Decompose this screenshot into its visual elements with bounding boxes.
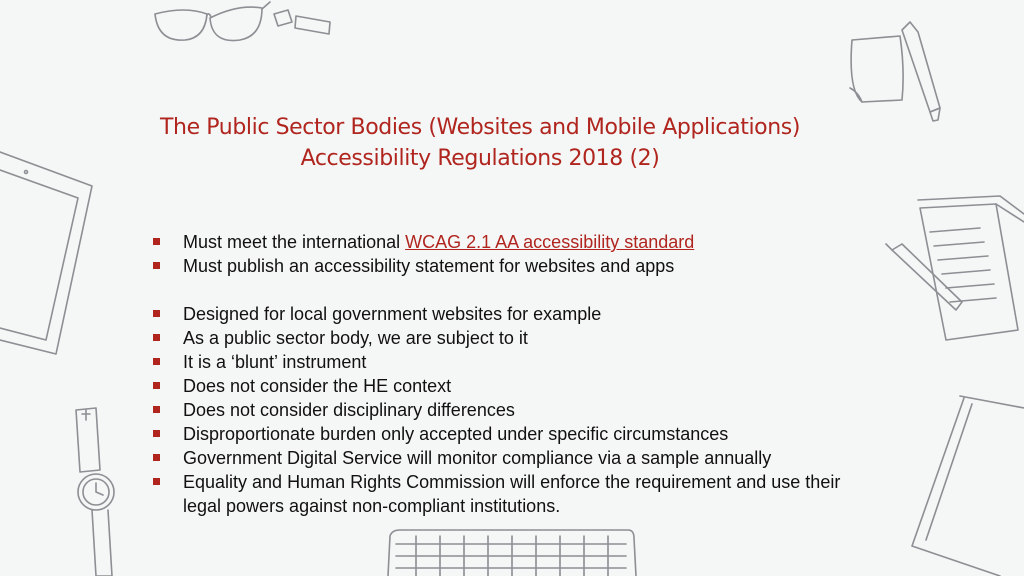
keyboard-icon [388,530,636,576]
slide-title [100,112,860,174]
wristwatch-icon [76,408,114,576]
bullet-marker [153,454,160,461]
pen-icon [886,244,962,310]
bullet-text: Must publish an accessibility statement for websites and apps [183,256,675,276]
sticky-note-icon [850,36,903,102]
bullet-marker [153,262,160,269]
bullet-marker [153,478,160,485]
bullet-marker [153,238,160,245]
bullet-item [150,398,850,422]
slide-title-line-1: The Public Sector Bodies (Websites and Mobile Applications) [160,115,800,140]
notebook-icon [918,196,1024,340]
bullet-text: Does not consider the HE context [183,376,452,396]
bullet-text: Must meet the international [183,232,406,252]
bullet-item [150,422,850,446]
bullet-marker [153,358,160,365]
tablet-icon [0,152,92,354]
bullet-marker [153,334,160,341]
bullet-text: It is a ‘blunt’ instrument [183,352,367,372]
bullet-item [150,326,850,350]
bullet-item [150,470,850,518]
bullet-item [150,350,850,374]
bullet-text: Government Digital Service will monitor compliance via a sample annually [183,448,772,468]
wcag-link[interactable]: WCAG 2.1 AA accessibility standard [405,232,695,252]
bullet-marker [153,430,160,437]
bullet-list [150,230,850,518]
bullet-text: Equality and Human Rights Commission will enforce the requirement and use their legal powers against non-compliant institutions. [183,472,841,516]
planner-icon [912,396,1024,576]
bullet-marker [153,382,160,389]
bullet-item [150,446,850,470]
usb-drive-icon [274,10,330,34]
bullet-item [150,254,850,278]
bullet-text: As a public sector body, we are subject to it [183,328,528,348]
bullet-item [150,302,850,326]
slide-title-line-2: Accessibility Regulations 2018 (2) [300,146,660,171]
bullet-item [150,374,850,398]
bullet-text: Designed for local government websites for example [183,304,602,324]
bullet-marker [153,406,160,413]
bullet-text: Does not consider disciplinary differences [183,400,515,420]
bullet-text: Disproportionate burden only accepted under specific circumstances [183,424,729,444]
pencil-icon [902,22,940,121]
bullet-marker [153,310,160,317]
bullet-item [150,230,850,254]
glasses-icon [155,2,270,41]
